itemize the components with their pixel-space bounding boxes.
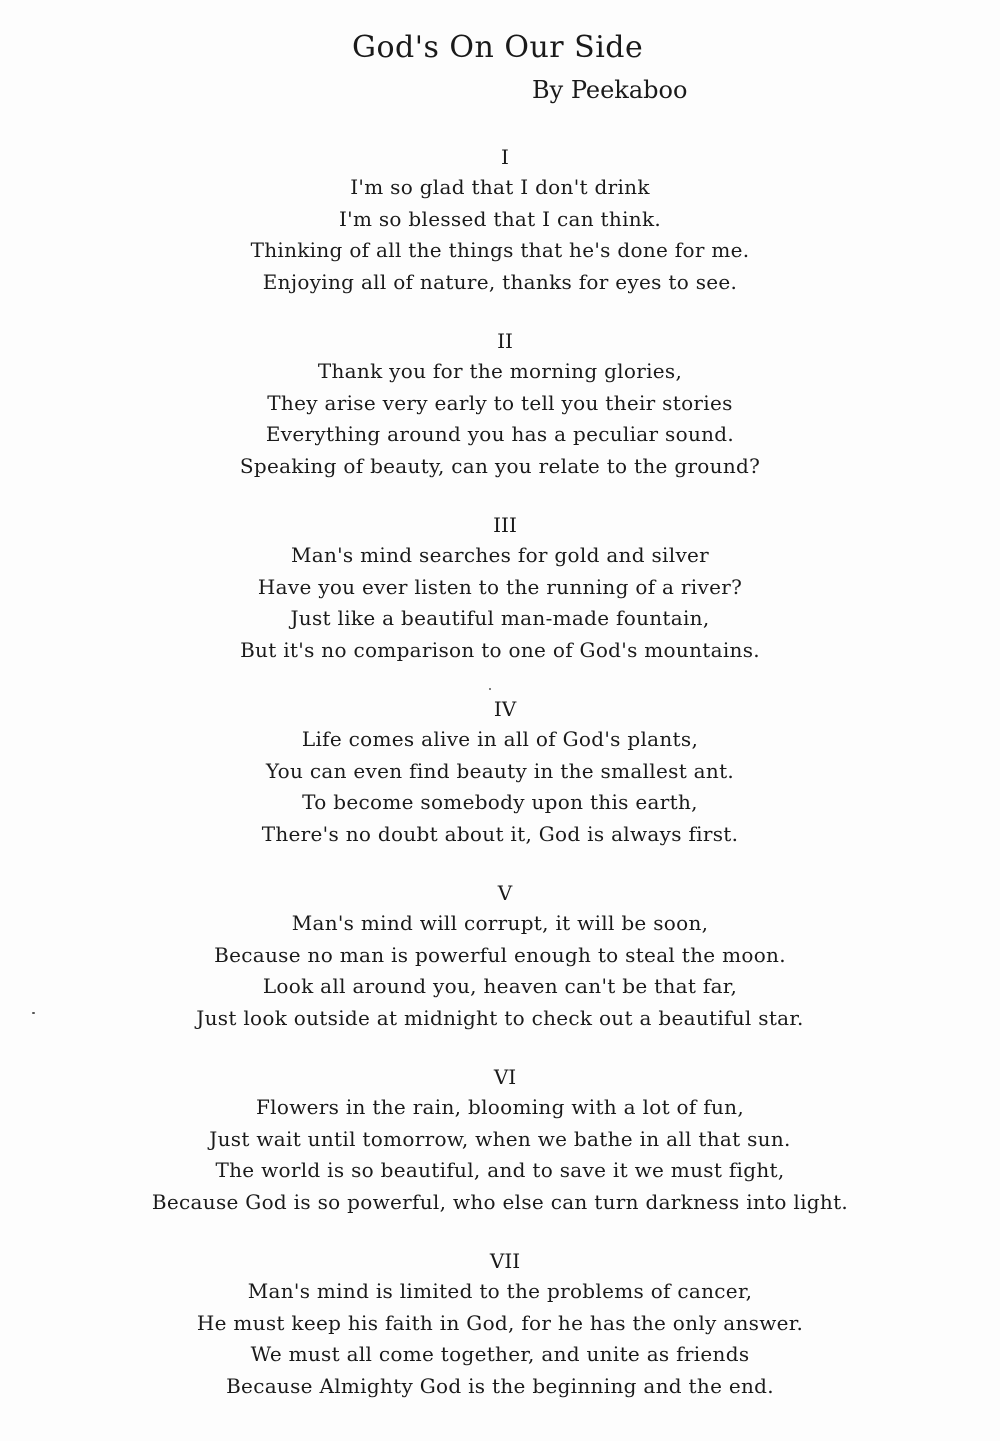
- stanza-7: [0, 1246, 1000, 1402]
- stanza-numeral: VI: [493, 1065, 517, 1089]
- stanza-numeral: V: [497, 881, 513, 905]
- poem-title: God's On Our Side: [352, 30, 644, 65]
- poem-line: Man's mind searches for gold and silver: [290, 543, 710, 567]
- stanza-5: [0, 878, 1000, 1034]
- poem-line: We must all come together, and unite as friends: [250, 1342, 750, 1366]
- poem-line: Thinking of all the things that he's done for me.: [250, 238, 750, 262]
- scan-speck: [32, 1012, 35, 1014]
- stanza-4: [0, 694, 1000, 850]
- scan-speck: [489, 688, 491, 690]
- poem-line: Life comes alive in all of God's plants,: [301, 727, 699, 751]
- stanza-numeral: IV: [493, 697, 517, 721]
- poem-line: I'm so glad that I don't drink: [350, 175, 650, 199]
- poem-line: Because God is so powerful, who else can turn darkness into light.: [151, 1189, 849, 1214]
- poem-line: They arise very early to tell you their stories: [267, 390, 733, 415]
- poem-line: He must keep his faith in God, for he has the only answer.: [196, 1310, 804, 1335]
- poem-line: But it's no comparison to one of God's mountains.: [240, 637, 760, 662]
- stanza-numeral: VII: [489, 1249, 521, 1273]
- stanza-numeral: I: [501, 145, 509, 169]
- poem-byline: By Peekaboo: [532, 76, 688, 104]
- poem-line: To become somebody upon this earth,: [302, 790, 698, 814]
- poem-line: Have you ever listen to the running of a river?: [257, 574, 743, 599]
- stanza-6: [0, 1062, 1000, 1218]
- poem-line: Just like a beautiful man-made fountain,: [290, 606, 710, 630]
- poem-line: Look all around you, heaven can't be that far,: [262, 974, 738, 998]
- poem-line: There's no doubt about it, God is always first.: [261, 821, 739, 846]
- poem-line: Man's mind is limited to the problems of cancer,: [247, 1279, 753, 1303]
- poem-line: Just wait until tomorrow, when we bathe in all that sun.: [209, 1126, 791, 1151]
- poem-line: Just look outside at midnight to check out a beautiful star.: [196, 1005, 804, 1030]
- stanza-2: [0, 326, 1000, 482]
- poem-line: I'm so blessed that I can think.: [338, 206, 662, 231]
- stanza-numeral: II: [497, 329, 513, 353]
- poem-line: Man's mind will corrupt, it will be soon,: [291, 911, 709, 935]
- poem-body: [0, 142, 1000, 1430]
- stanza-numeral: III: [493, 513, 517, 537]
- poem-line: Because no man is powerful enough to steal the moon.: [214, 942, 786, 967]
- stanza-3: [0, 510, 1000, 666]
- poem-line: The world is so beautiful, and to save it we must fight,: [215, 1158, 785, 1182]
- poem-line: Everything around you has a peculiar sound.: [265, 422, 735, 446]
- poem-line: Enjoying all of nature, thanks for eyes to see.: [262, 269, 738, 294]
- poem-line: Because Almighty God is the beginning and the end.: [226, 1373, 774, 1398]
- poem-line: Speaking of beauty, can you relate to the ground?: [239, 453, 761, 478]
- poem-line: Flowers in the rain, blooming with a lot of fun,: [256, 1095, 744, 1119]
- poem-line: Thank you for the morning glories,: [317, 359, 683, 383]
- poem-line: You can even find beauty in the smallest ant.: [265, 758, 735, 783]
- stanza-1: [0, 142, 1000, 298]
